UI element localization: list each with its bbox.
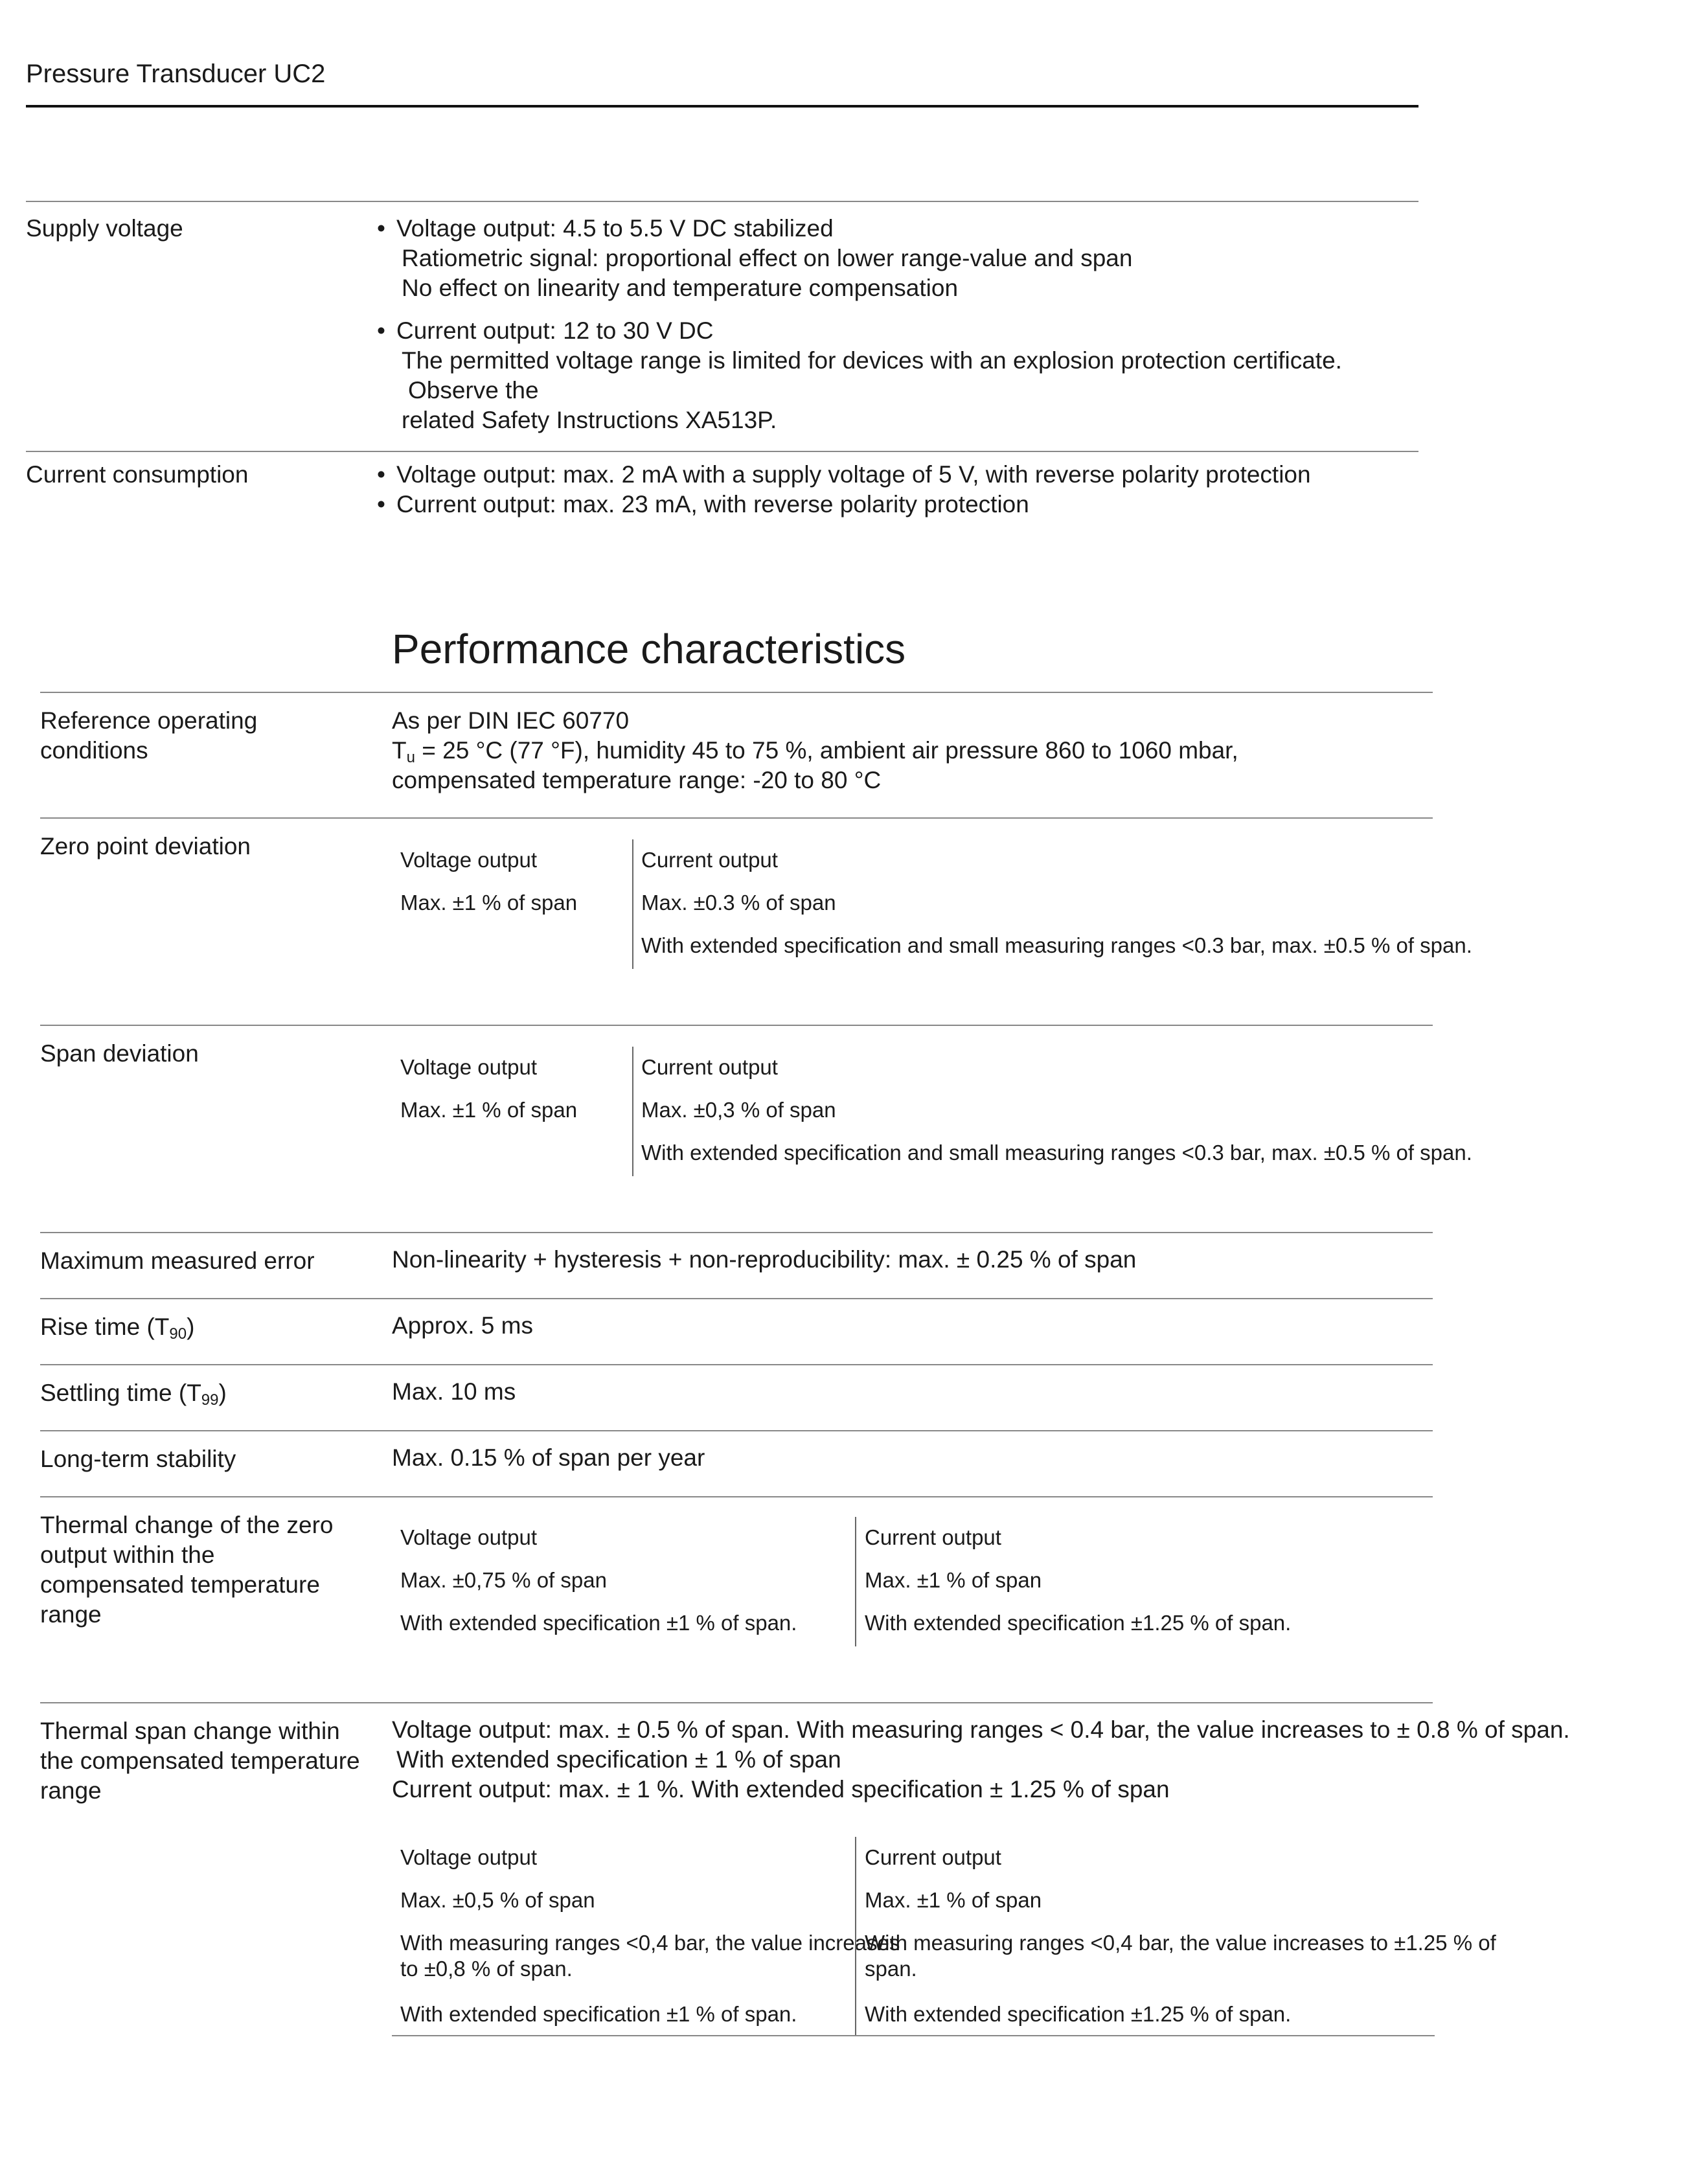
thermal-span-current-ranges: With measuring ranges <0,4 bar, the value increases to ±1.25 % of span. xyxy=(865,1931,1496,1981)
divider xyxy=(40,1025,1433,1026)
thermal-span-current-value: Max. ±1 % of span xyxy=(865,1888,1042,1912)
rise-time-value: Approx. 5 ms xyxy=(392,1312,533,1339)
settling-time-label: Settling time $(T_{99})$ xyxy=(40,1380,227,1409)
long-term-label: Long-term stability xyxy=(40,1446,236,1472)
zero-point-current-value: Max. ±0.3 % of span xyxy=(641,891,836,915)
span-deviation-voltage-header: Voltage output xyxy=(400,1055,538,1079)
thermal-span-voltage-header: Voltage output xyxy=(400,1845,538,1869)
current-consumption-label: Current consumption xyxy=(26,461,249,488)
divider xyxy=(40,817,1433,819)
thermal-span-voltage-text: Voltage output: max. ± 0.5 % of span. With measuring ranges < 0.4 bar, the value increases to ± 0.8 % of span. xyxy=(392,1716,1570,1743)
thermal-zero-label: Thermal change of the zero output within the compensated temperature range xyxy=(40,1512,334,1628)
settling-time-value: Max. 10 ms xyxy=(392,1378,516,1405)
zero-point-current-header: Current output xyxy=(641,848,778,872)
thermal-zero-voltage-note: With extended specification ±1 % of span. xyxy=(400,1611,797,1635)
thermal-span-current-text: Current output: max. ± 1 %. With extended specification ± 1.25 % of span xyxy=(392,1776,1170,1803)
span-deviation-current-value: Max. ±0,3 % of span xyxy=(641,1098,836,1122)
table-column-divider xyxy=(855,1837,856,2035)
divider xyxy=(40,1364,1433,1365)
divider xyxy=(40,1430,1433,1431)
current-consumption-voltage: • Voltage output: max. 2 mA with a supply voltage of 5 V, with reverse polarity protection xyxy=(396,460,1311,490)
thermal-zero-voltage-value: Max. ±0,75 % of span xyxy=(400,1568,607,1592)
span-deviation-voltage-value: Max. ±1 % of span xyxy=(400,1098,578,1122)
divider xyxy=(40,1298,1433,1299)
span-deviation-current-header: Current output xyxy=(641,1055,778,1079)
thermal-zero-current-header: Current output xyxy=(865,1525,1001,1549)
thermal-zero-current-value: Max. ±1 % of span xyxy=(865,1568,1042,1592)
thermal-zero-voltage-header: Voltage output xyxy=(400,1525,538,1549)
section-title: Performance characteristics xyxy=(392,626,906,672)
thermal-span-current-note: With extended specification ±1.25 % of span. xyxy=(865,2002,1292,2026)
supply-voltage-ratiometric: Ratiometric signal: proportional effect on lower range-value and span xyxy=(402,245,1133,271)
max-error-value: Non-linearity + hysteresis + non-reproducibility: max. ± 0.25 % of span xyxy=(392,1246,1137,1273)
zero-point-voltage-header: Voltage output xyxy=(400,848,538,872)
document-title: Pressure Transducer UC2 xyxy=(26,60,326,88)
span-deviation-current-note: With extended specification and small measuring ranges <0.3 bar, max. ±0.5 % of span. xyxy=(641,1141,1472,1165)
divider xyxy=(40,1232,1433,1233)
table-column-divider xyxy=(855,1517,856,1646)
max-error-label: Maximum measured error xyxy=(40,1247,315,1274)
thermal-span-extended-text: With extended specification ± 1 % of span xyxy=(396,1746,841,1773)
supply-voltage-permitted: The permitted voltage range is limited for devices with an explosion protection certificate. xyxy=(402,347,1342,374)
rise-time-label: Rise time $(T_{90})$ xyxy=(40,1314,195,1343)
reference-conditions-label: Reference operating conditions xyxy=(40,707,258,764)
thermal-span-voltage-ranges: With measuring ranges <0,4 bar, the value increases to ±0,8 % of span. xyxy=(400,1931,900,1981)
supply-voltage-observe: Observe the xyxy=(408,377,539,404)
thermal-span-voltage-value: Max. ±0,5 % of span xyxy=(400,1888,595,1912)
supply-voltage-voltage-line: • Voltage output: 4.5 to 5.5 V DC stabilized xyxy=(396,214,834,244)
divider xyxy=(40,1496,1433,1497)
span-deviation-label: Span deviation xyxy=(40,1040,199,1067)
supply-voltage-label: Supply voltage xyxy=(26,215,183,242)
reference-conditions-ambient: $T_u = 25$ °C (77 °F), humidity 45 to 75 %, ambient air pressure 860 to 1060 mbar, xyxy=(392,737,1238,766)
table-column-divider xyxy=(632,1047,633,1176)
divider xyxy=(26,451,1418,452)
zero-point-label: Zero point deviation xyxy=(40,833,251,859)
divider xyxy=(40,1702,1433,1703)
divider xyxy=(40,692,1433,693)
header-rule xyxy=(26,105,1418,108)
supply-voltage-current-line: • Current output: 12 to 30 V DC xyxy=(396,316,714,346)
table-bottom-rule xyxy=(392,2035,1435,2036)
zero-point-voltage-value: Max. ±1 % of span xyxy=(400,891,578,915)
supply-voltage-safety: related Safety Instructions XA513P. xyxy=(402,407,777,433)
thermal-span-label: Thermal span change within the compensated temperature range xyxy=(40,1718,360,1804)
divider xyxy=(26,201,1418,202)
zero-point-current-note: With extended specification and small measuring ranges <0.3 bar, max. ±0.5 % of span. xyxy=(641,933,1472,957)
reference-conditions-standard: As per DIN IEC 60770 xyxy=(392,707,630,734)
thermal-span-voltage-note: With extended specification ±1 % of span. xyxy=(400,2002,797,2026)
table-column-divider xyxy=(632,839,633,969)
reference-conditions-temp-range: compensated temperature range: -20 to 80 °C xyxy=(392,767,882,793)
thermal-span-current-header: Current output xyxy=(865,1845,1001,1869)
supply-voltage-linearity: No effect on linearity and temperature compensation xyxy=(402,275,959,301)
long-term-value: Max. 0.15 % of span per year xyxy=(392,1444,705,1471)
thermal-zero-current-note: With extended specification ±1.25 % of span. xyxy=(865,1611,1292,1635)
current-consumption-current: • Current output: max. 23 mA, with reverse polarity protection xyxy=(396,490,1029,519)
